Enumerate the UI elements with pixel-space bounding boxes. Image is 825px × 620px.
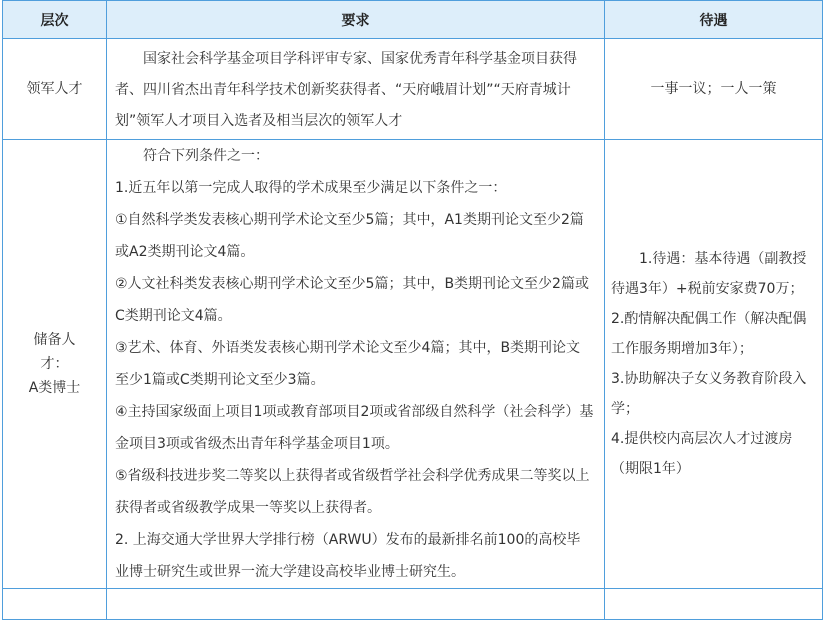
header-level: 层次 bbox=[3, 1, 107, 39]
benefit-item: 4.提供校内高层次人才过渡房（期限1年） bbox=[611, 431, 793, 477]
requirement-intro: 符合下列条件之一： bbox=[143, 148, 269, 164]
requirement-text: 国家社会科学基金项目学科评审专家、国家优秀青年科学基金项目获得者、四川省杰出青年科学技术创新奖获得者、“天府峨眉计划”“天府青城计划”领军人才项目入选者及相当层次的领军人才 bbox=[115, 50, 577, 129]
requirement-item: ⑤省级科技进步奖二等奖以上获得者或省级哲学社会科学优秀成果二等奖以上获得者或省级教学成果一等奖以上获得者。 bbox=[115, 468, 590, 516]
level-label: 领军人才 bbox=[26, 81, 83, 97]
table-row-reserve bbox=[3, 140, 823, 589]
benefits-cell bbox=[605, 39, 823, 140]
empty-cell bbox=[605, 589, 823, 620]
level-label-line: 才： bbox=[40, 356, 69, 372]
table-row-leader bbox=[3, 39, 823, 140]
benefit-item: 1.待遇：基本待遇（副教授待遇3年）+税前安家费70万； bbox=[611, 251, 807, 297]
requirements-cell bbox=[107, 140, 605, 589]
benefit-item: 3.协助解决子女义务教育阶段入学； bbox=[611, 371, 807, 417]
requirement-item: ④主持国家级面上项目1项或教育部项目2项或省部级自然科学（社会科学）基金项目3项或省级杰出青年科学基金项目1项。 bbox=[115, 404, 594, 452]
level-cell bbox=[3, 140, 107, 589]
level-cell bbox=[3, 39, 107, 140]
header-row bbox=[3, 1, 823, 39]
requirement-item: 1.近五年以第一完成人取得的学术成果至少满足以下条件之一： bbox=[115, 180, 507, 196]
table-row-partial bbox=[3, 589, 823, 620]
header-requirements: 要求 bbox=[107, 1, 605, 39]
header-benefits: 待遇 bbox=[605, 1, 823, 39]
level-label-line: A类博士 bbox=[28, 380, 81, 396]
talent-table bbox=[2, 0, 823, 620]
level-label-line: 储备人 bbox=[33, 332, 76, 348]
empty-cell bbox=[3, 589, 107, 620]
benefits-cell bbox=[605, 140, 823, 589]
benefit-item: 2.酌情解决配偶工作（解决配偶工作服务期增加3年）； bbox=[611, 311, 807, 357]
requirements-cell bbox=[107, 39, 605, 140]
requirement-item: 2. 上海交通大学世界大学排行榜（ARWU）发布的最新排名前100的高校毕业博士研究生或世界一流大学建设高校毕业博士研究生。 bbox=[115, 532, 581, 580]
empty-cell bbox=[107, 589, 605, 620]
benefit-text: 一事一议；一人一策 bbox=[650, 81, 777, 97]
requirement-item: ③艺术、体育、外语类发表核心期刊学术论文至少4篇；其中，B类期刊论文至少1篇或C类期刊论文至少3篇。 bbox=[115, 340, 581, 388]
requirement-item: ②人文社科类发表核心期刊学术论文至少5篇；其中，B类期刊论文至少2篇或C类期刊论文4篇。 bbox=[115, 276, 589, 324]
requirement-item: ①自然科学类发表核心期刊学术论文至少5篇；其中，A1类期刊论文至少2篇或A2类期刊论文4篇。 bbox=[115, 212, 584, 260]
